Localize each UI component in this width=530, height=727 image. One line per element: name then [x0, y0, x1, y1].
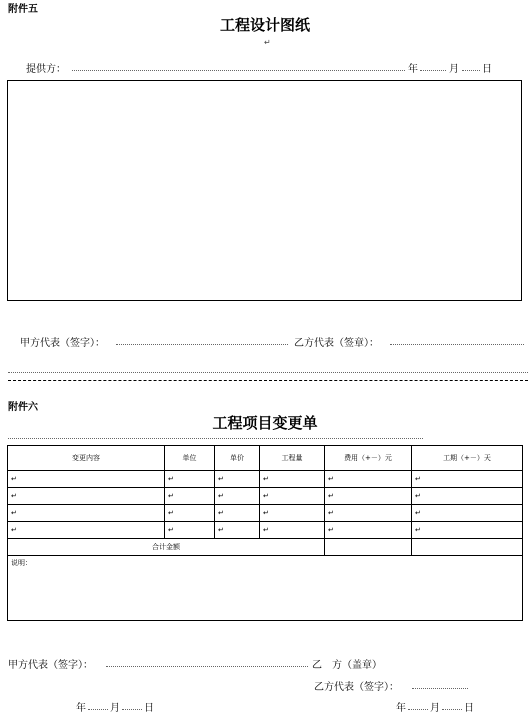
title-change-order: 工程项目变更单	[212, 414, 318, 432]
sign-date-month-label: 月	[110, 703, 120, 714]
date-month-label: 月	[449, 64, 459, 75]
notes-row	[8, 556, 523, 621]
table-row	[8, 522, 523, 539]
sign-date-month-blank[interactable]	[88, 709, 108, 710]
header-unit-price: 单价	[215, 446, 260, 471]
table-cell[interactable]: ↵	[412, 522, 523, 539]
table-cell[interactable]: ↵	[165, 471, 215, 488]
table-cell[interactable]: ↵	[8, 488, 165, 505]
table-cell[interactable]: ↵	[412, 471, 523, 488]
table-cell[interactable]: ↵	[412, 505, 523, 522]
party-a-rep-signature-label-2: 甲方代表（签字）：	[8, 660, 93, 671]
section-dotted-line	[8, 372, 528, 373]
table-cell[interactable]: ↵	[260, 471, 325, 488]
table-cell[interactable]: ↵	[8, 505, 165, 522]
sign-date-day-label-2: 日	[464, 703, 474, 714]
party-b-stamp-label: 乙 方（盖章）	[312, 660, 382, 671]
table-row	[8, 471, 523, 488]
notes-cell[interactable]	[8, 556, 523, 621]
party-b-stamp-blank[interactable]	[390, 344, 524, 345]
header-duration: 工期（+－）天	[412, 446, 523, 471]
table-cell[interactable]: ↵	[8, 522, 165, 539]
sign-date-year-label-2: 年	[396, 703, 406, 714]
change-order-table	[7, 445, 523, 621]
sign-date-year-label: 年	[76, 703, 86, 714]
total-row	[8, 539, 523, 556]
party-a-signature-blank[interactable]	[116, 344, 288, 345]
paragraph-mark: ↵	[264, 38, 271, 47]
table-cell[interactable]: ↵	[165, 488, 215, 505]
party-b-rep-stamp-label: 乙方代表（签章）：	[294, 338, 379, 349]
drawing-frame	[7, 80, 522, 301]
sign-date-day-label: 日	[144, 703, 154, 714]
total-amount-label: 合计金额	[8, 539, 325, 556]
total-duration-cell[interactable]	[412, 539, 523, 556]
table-cell[interactable]: ↵	[215, 505, 260, 522]
table-row	[8, 505, 523, 522]
sign-date-day-blank-2[interactable]	[442, 709, 462, 710]
table-cell[interactable]: ↵	[325, 488, 412, 505]
table-cell[interactable]: ↵	[260, 505, 325, 522]
sign-date-month-label-2: 月	[430, 703, 440, 714]
date-month-blank[interactable]	[420, 70, 446, 71]
appendix-5-label: 附件五	[8, 4, 38, 15]
title-engineering-drawings: 工程设计图纸	[219, 16, 310, 34]
appendix-6-label: 附件六	[8, 402, 38, 413]
table-cell[interactable]: ↵	[215, 471, 260, 488]
table-cell[interactable]: ↵	[260, 488, 325, 505]
date-day-label: 日	[482, 64, 492, 75]
table-cell[interactable]: ↵	[165, 522, 215, 539]
party-a-rep-signature-label: 甲方代表（签字）：	[20, 338, 105, 349]
party-a-signature-blank-2[interactable]	[106, 666, 308, 667]
title-dotted-line	[8, 438, 423, 439]
table-cell[interactable]: ↵	[325, 505, 412, 522]
notes-label: 说明：	[11, 559, 32, 567]
table-row	[8, 488, 523, 505]
total-cost-cell[interactable]	[325, 539, 412, 556]
header-change-content: 变更内容	[8, 446, 165, 471]
section-divider	[8, 380, 528, 381]
party-b-rep-signature-label: 乙方代表（签字）：	[314, 682, 399, 693]
provider-label: 提供方：	[26, 64, 66, 75]
header-quantity: 工程量	[260, 446, 325, 471]
table-cell[interactable]: ↵	[325, 522, 412, 539]
table-cell[interactable]: ↵	[215, 488, 260, 505]
table-cell[interactable]: ↵	[325, 471, 412, 488]
table-cell[interactable]: ↵	[260, 522, 325, 539]
table-cell[interactable]: ↵	[215, 522, 260, 539]
sign-date-month-blank-2[interactable]	[408, 709, 428, 710]
table-header-row	[8, 446, 523, 471]
table-cell[interactable]: ↵	[8, 471, 165, 488]
date-year-label: 年	[408, 64, 418, 75]
party-b-signature-blank[interactable]	[412, 688, 468, 689]
date-day-blank[interactable]	[462, 70, 480, 71]
table-cell[interactable]: ↵	[412, 488, 523, 505]
header-unit: 单位	[165, 446, 215, 471]
table-cell[interactable]: ↵	[165, 505, 215, 522]
header-cost: 费用（+－）元	[325, 446, 412, 471]
sign-date-day-blank[interactable]	[122, 709, 142, 710]
provider-blank[interactable]	[72, 70, 405, 71]
